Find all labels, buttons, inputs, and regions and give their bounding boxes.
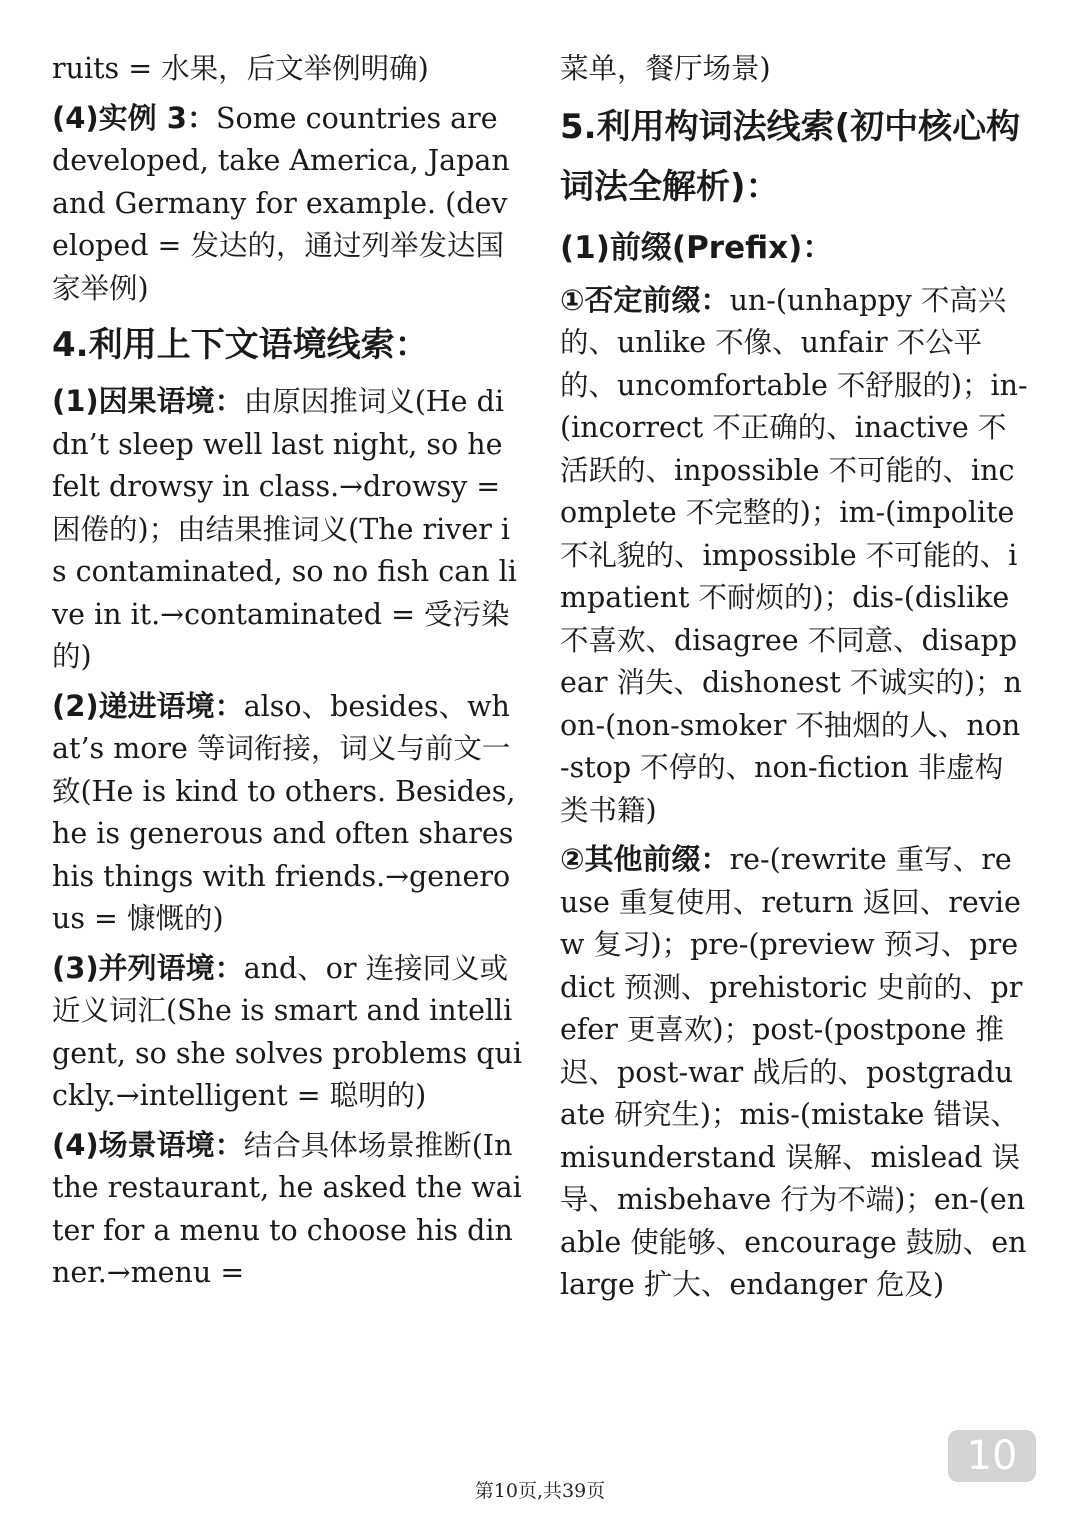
example-3-text: Some countries are developed, take America, Japan and Germany for example. (developed = 发达的，通过列举发达国家举例)	[52, 101, 510, 305]
section-4-heading: 4.利用上下文语境线索：	[52, 325, 429, 365]
page-number-badge: 10	[948, 1430, 1036, 1482]
parallel-label: (3)并列语境：	[52, 950, 244, 985]
scene-label: (4)场景语境：	[52, 1127, 244, 1162]
parallel-paragraph	[52, 947, 522, 1118]
prefix-heading: (1)前缀(Prefix)：	[560, 229, 834, 266]
cause-effect-text: 由原因推词义(He didn’t sleep well last night, so he felt drowsy in class.→drowsy = 困倦的)；由结果推词义(The river is contaminated, so no fish can live in it.→contaminated = 受污染的)	[52, 385, 517, 673]
other-prefix-label: ②其他前缀：	[560, 842, 730, 876]
parallel-text: and、or 连接同义或近义词汇(She is smart and intelligent, so she solves problems quickly.→intelligent = 聪明的)	[52, 951, 523, 1112]
page-footer: 第10页,共39页	[474, 1480, 606, 1502]
example-3-paragraph	[52, 97, 522, 311]
example-3-label: (4)实例 3：	[52, 100, 216, 135]
section-5-heading: 5.利用构词法线索(初中核心构词法全解析)：	[560, 106, 1021, 207]
scene-paragraph	[52, 1124, 522, 1295]
intro-tail: ruits = 水果，后文举例明确)	[52, 52, 429, 85]
right-column	[560, 48, 1028, 1313]
left-column	[52, 48, 522, 1301]
progressive-label: (2)递进语境：	[52, 688, 244, 723]
other-prefix-text: re-(rewrite 重写、reuse 重复使用、return 返回、review 复习)；pre-(preview 预习、predict 预测、prehistoric 史前的、prefer 更喜欢)；post-(postpone 推迟、post-war 战后的、postgraduate 研究生)；mis-(mistake 错误、misunderstand 误解、mislead 误导、misbehave 行为不端)；en-(enable 使能够、encourage 鼓励、enlarge 扩大、endanger 危及)	[560, 843, 1027, 1301]
progressive-paragraph	[52, 685, 522, 941]
negative-prefix-paragraph	[560, 279, 1028, 833]
cause-effect-paragraph	[52, 380, 522, 679]
progressive-text: also、besides、what’s more 等词衔接，词义与前文一致(He is kind to others. Besides, he is generous and often shares his things with friends.→generous = 慷慨的)	[52, 689, 516, 935]
scene-tail: 菜单，餐厅场景)	[560, 52, 771, 85]
cause-effect-label: (1)因果语境：	[52, 384, 244, 418]
other-prefix-paragraph	[560, 838, 1028, 1307]
negative-prefix-text: un-(unhappy 不高兴的、unlike 不像、unfair 不公平的、uncomfortable 不舒服的)；in-(incorrect 不正确的、inactive 不活跃的、inpossible 不可能的、incomplete 不完整的)；im-(impolite 不礼貌的、impossible 不可能的、impatient 不耐烦的)；dis-(dislike 不喜欢、disagree 不同意、disappear 消失、dishonest 不诚实的)；non-(non-smoker 不抽烟的人、non-stop 不停的、non-fiction 非虚构类书籍)	[560, 283, 1028, 827]
negative-prefix-label: ①否定前缀：	[560, 282, 730, 317]
scene-text: 结合具体场景推断(In the restaurant, he asked the waiter for a menu to choose his dinner.→menu =	[52, 1128, 522, 1289]
